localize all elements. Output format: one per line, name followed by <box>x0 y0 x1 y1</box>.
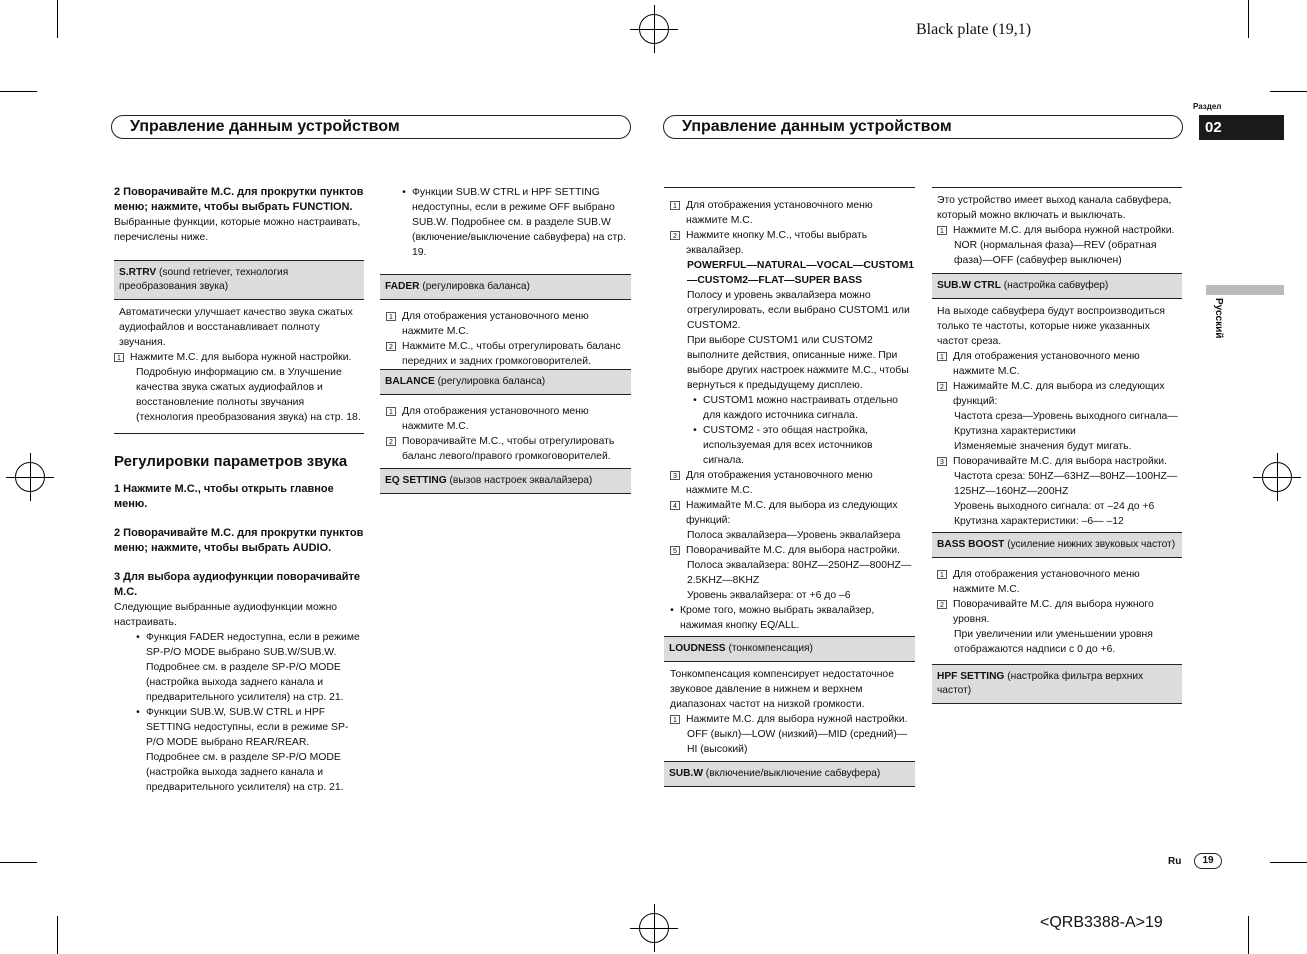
subw-step-1: 1 Нажмите M.C. для выбора нужной настройки. <box>932 223 1182 238</box>
loudness-box <box>664 636 915 662</box>
eq-step-1: 1 Для отображения установочного меню нажмите M.C. <box>664 198 915 228</box>
crop-mark <box>0 862 37 863</box>
balance-step-1: 1 Для отображения установочного меню нажмите M.C. <box>380 404 631 434</box>
subw-options: NOR (нормальная фаза)—REV (обратная фаза)—OFF (сабвуфер выключен) <box>954 240 1157 266</box>
box-rest: (тонкомпенсация) <box>725 643 813 654</box>
box-key: EQ SETTING <box>385 475 447 486</box>
crop-mark <box>1270 91 1307 92</box>
subw-ctrl-desc: На выходе сабвуфера будут воспроизводиться только те частоты, которые ниже указанных частот среза. <box>937 306 1166 347</box>
ctrl-slope: Крутизна характеристики: –6— –12 <box>954 516 1124 527</box>
box-rest: (настройка сабвуфер) <box>1000 280 1109 291</box>
column-2 <box>380 185 631 494</box>
hpf-setting-box <box>932 664 1182 704</box>
ctrl-level: Уровень выходного сигнала: от –24 до +6 <box>954 501 1155 512</box>
eq-step-4: 4 Нажимайте M.C. для выбора из следующих функций: <box>664 498 915 528</box>
document-code: <QRB3388-A>19 <box>1040 914 1163 931</box>
registration-mark-icon <box>1262 462 1292 492</box>
step-2-function: 2 Поворачивайте M.C. для прокрутки пунктов меню; нажмите, чтобы выбрать FUNCTION. <box>114 186 364 213</box>
bullet-subw: • Функции SUB.W, SUB.W CTRL и HPF SETTING недоступны, если в режиме SP-P/O MODE выбрано REAR/REAR. Подробнее см. в разделе SP-P/O MODE (настройка выхода заднего канала и предварительного усилителя) на стр. 21. <box>136 707 349 793</box>
srtrv-desc: Автоматически улучшает качество звука сжатых аудиофайлов и восстанавливает полноту звучания. <box>119 307 353 348</box>
box-key: HPF SETTING <box>937 671 1005 682</box>
bullet-custom1: • CUSTOM1 можно настраивать отдельно для каждого источника сигнала. <box>693 395 898 421</box>
bass-step-2: 2 Поворачивайте M.C. для выбора нужного уровня. <box>932 597 1182 627</box>
box-rest: (усиление нижних звуковых частот) <box>1004 539 1176 550</box>
fader-step-1: 1 Для отображения установочного меню нажмите M.C. <box>380 309 631 339</box>
ctrl-step-2-more: Частота среза—Уровень выходного сигнала—Крутизна характеристики <box>954 411 1178 437</box>
subw-desc: Это устройство имеет выход канала сабвуфера, который можно включать и выключать. <box>937 195 1172 221</box>
ctrl-step-2-more2: Изменяемые значения будут мигать. <box>954 441 1132 452</box>
eq-setting-box <box>380 468 631 494</box>
section-number-tab: 02 <box>1199 115 1284 140</box>
ctrl-step-3: 3 Поворачивайте M.C. для выбора настройки. <box>932 454 1182 469</box>
registration-mark-icon <box>639 913 669 943</box>
registration-mark-icon <box>15 462 45 492</box>
bass-more: При увеличении или уменьшении уровня отображаются надписи с 0 до +6. <box>954 629 1153 655</box>
language-tab-bar <box>1206 285 1284 295</box>
box-key: BALANCE <box>385 376 435 387</box>
box-key: BASS BOOST <box>937 539 1005 550</box>
column-1 <box>114 185 364 795</box>
srtrv-step-1: 1 Нажмите M.C. для выбора нужной настройки. <box>114 350 364 365</box>
srtrv-box <box>114 260 364 300</box>
box-rest: (регулировка баланса) <box>434 376 546 387</box>
language-tab-label: Русский <box>1213 298 1224 339</box>
box-rest: (включение/выключение сабвуфера) <box>702 768 881 779</box>
bullet-eq-all: • Кроме того, можно выбрать эквалайзер, нажимая кнопку EQ/ALL. <box>670 605 875 631</box>
divider <box>114 433 364 434</box>
box-rest: (регулировка баланса) <box>419 281 530 292</box>
box-rest: (sound retriever, технология преобразования звука) <box>119 267 289 292</box>
section-title: Регулировки параметров звука <box>114 453 348 470</box>
step-3-body: Следующие выбранные аудиофункции можно настраивать. <box>114 602 338 628</box>
step-3-select: 3 Для выбора аудиофункции поворачивайте M.C. <box>114 571 360 598</box>
eq-step-5: 5 Поворачивайте M.C. для выбора настройки. <box>664 543 915 558</box>
eq-band: Полоса эквалайзера: 80HZ—250HZ—800HZ—2.5KHZ—8KHZ <box>687 560 912 586</box>
bullet-custom2: • CUSTOM2 - это общая настройка, используемая для всех источников сигнала. <box>693 425 873 466</box>
crop-mark <box>57 916 58 954</box>
subw-box <box>664 761 915 787</box>
eq-step-3: 3 Для отображения установочного меню нажмите M.C. <box>664 468 915 498</box>
eq-more-2: При выборе CUSTOM1 или CUSTOM2 выполните действия, описанные ниже. При выборе других настроек нажмите M.C., чтобы вернуться к предыдущему дисплею. <box>687 335 909 391</box>
header-right: Управление данным устройством <box>663 115 1183 139</box>
loudness-step-1: 1 Нажмите M.C. для выбора нужной настройки. <box>664 712 915 727</box>
footer-lang: Ru <box>1168 856 1182 867</box>
ctrl-step-2: 2 Нажимайте M.C. для выбора из следующих функций: <box>932 379 1182 409</box>
step-2-body: Выбранные функции, которые можно настраивать, перечислены ниже. <box>114 217 361 243</box>
box-key: SUB.W CTRL <box>937 280 1001 291</box>
header-left: Управление данным устройством <box>111 115 631 139</box>
eq-more: Полосу и уровень эквалайзера можно отрегулировать, если выбрано CUSTOM1 или CUSTOM2. <box>687 290 910 331</box>
fader-box <box>380 274 631 300</box>
page-number: 19 <box>1194 853 1222 869</box>
crop-mark <box>57 0 58 38</box>
crop-mark <box>1248 0 1249 38</box>
box-key: FADER <box>385 281 420 292</box>
bass-boost-box <box>932 532 1182 558</box>
eq-step-4-more: Полоса эквалайзера—Уровень эквалайзера <box>687 530 901 541</box>
crop-mark <box>0 91 37 92</box>
balance-step-2: 2 Поворачивайте M.C., чтобы отрегулировать баланс левого/правого громкоговорителей. <box>380 434 631 464</box>
box-key: SUB.W <box>669 768 703 779</box>
ctrl-freq: Частота среза: 50HZ—63HZ—80HZ—100HZ—125HZ—160HZ—200HZ <box>954 471 1178 497</box>
eq-step-2: 2 Нажмите кнопку M.C., чтобы выбрать эквалайзер. <box>664 228 915 258</box>
loudness-options: OFF (выкл)—LOW (низкий)—MID (средний)—HI (высокий) <box>687 729 908 755</box>
crop-mark <box>1248 916 1249 954</box>
box-rest: (вызов настроек эквалайзера) <box>446 475 593 486</box>
bass-step-1: 1 Для отображения установочного меню нажмите M.C. <box>932 567 1182 597</box>
fader-step-2: 2 Нажмите M.C., чтобы отрегулировать баланс передних и задних громкоговорителей. <box>380 339 631 369</box>
divider <box>664 187 915 188</box>
bullet-subw-ctrl: • Функции SUB.W CTRL и HPF SETTING недоступны, если в режиме OFF выбрано SUB.W. Подробнее см. в разделе SUB.W (включение/выключение сабвуфера) на стр. 19. <box>402 187 626 258</box>
crop-mark <box>1270 862 1307 863</box>
box-key: LOUDNESS <box>669 643 726 654</box>
loudness-desc: Тонкомпенсация компенсирует недостаточное звуковое давление в нижнем и верхнем диапазонах частот на низкой громкости. <box>670 669 894 710</box>
balance-box <box>380 369 631 395</box>
column-4 <box>932 187 1182 704</box>
eq-list: POWERFUL—NATURAL—VOCAL—CUSTOM1—CUSTOM2—FLAT—SUPER BASS <box>687 260 915 286</box>
divider <box>932 187 1182 188</box>
srtrv-more: Подробную информацию см. в Улучшение качества звука сжатых аудиофайлов и восстановление полноты звучания (технология преобразования звука) на стр. 18. <box>136 367 361 423</box>
bullet-fader: • Функция FADER недоступна, если в режиме SP-P/O MODE выбрано SUB.W/SUB.W. Подробнее см. в разделе SP-P/O MODE (настройка выхода заднего канала и предварительного усилителя) на стр. 21. <box>136 632 360 703</box>
registration-mark-icon <box>639 14 669 44</box>
ctrl-step-1: 1 Для отображения установочного меню нажмите M.C. <box>932 349 1182 379</box>
section-label: Раздел <box>1193 102 1222 111</box>
step-1-menu: 1 Нажмите M.C., чтобы открыть главное меню. <box>114 483 334 510</box>
box-key: S.RTRV <box>119 267 157 278</box>
plate-label: Black plate (19,1) <box>916 21 1032 38</box>
column-3 <box>664 187 915 787</box>
eq-level: Уровень эквалайзера: от +6 до –6 <box>687 590 851 601</box>
step-2-audio: 2 Поворачивайте M.C. для прокрутки пунктов меню; нажмите, чтобы выбрать AUDIO. <box>114 527 364 554</box>
subw-ctrl-box <box>932 273 1182 299</box>
box-rest: (настройка фильтра верхних частот) <box>937 671 1144 696</box>
